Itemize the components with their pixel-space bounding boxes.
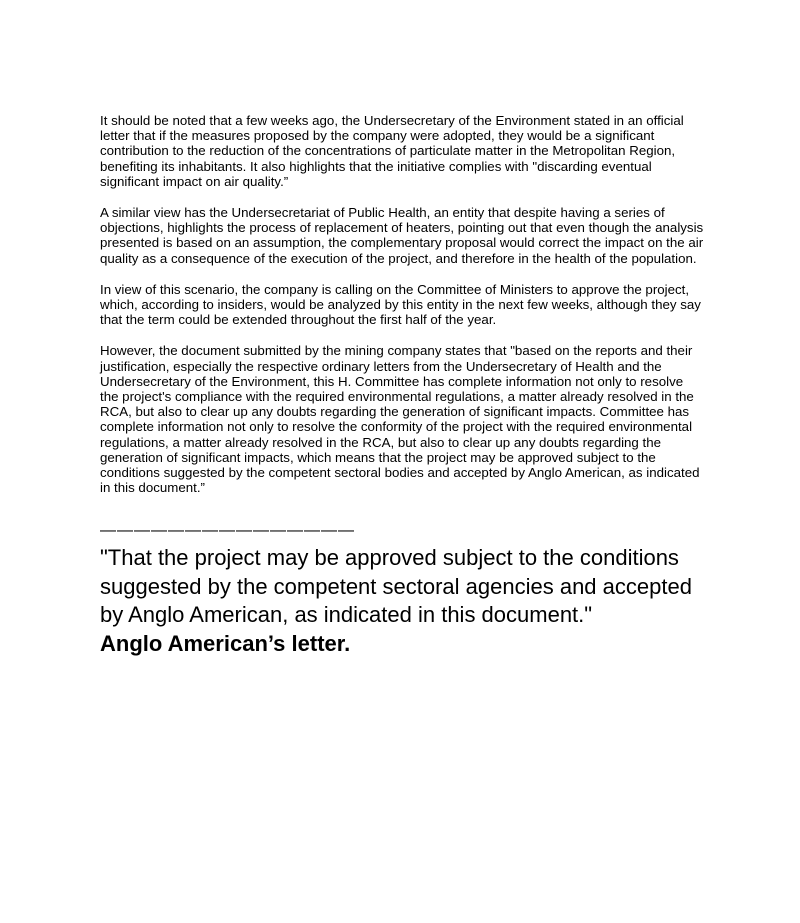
quote-source: Anglo American’s letter. [100, 630, 351, 656]
paragraph-mining-company-document: However, the document submitted by the mining company states that "based on the reports and their justification, especially the respective ordinary letters from the Undersecretary of Health and the Undersecretary of the Environment, this H. Committee has complete information not only to resolve the project's compliance with the required environmental regulations, a matter already resolved in the RCA, but also to clear up any doubts regarding the generation of significant impacts. Committee has complete information not only to resolve the conformity of the project with the required environmental regulations, a matter already resolved in the RCA, but also to clear up any doubts regarding the generation of significant impacts, which means that the project may be approved subject to the conditions suggested by the competent sectoral bodies and accepted by Anglo American, as indicated in this document.” [100, 343, 700, 496]
paragraph-undersecretary-environment: It should be noted that a few weeks ago, the Undersecretary of the Environment stated in an official letter that if the measures proposed by the company were adopted, they would be a significant contribution to the reduction of the concentrations of particulate matter in the Metropolitan Region, benefiting its inhabitants. It also highlights that the initiative complies with "discarding eventual significant impact on air quality.” [100, 113, 684, 189]
paragraph-public-health: A similar view has the Undersecretariat of Public Health, an entity that despite having a series of objections, highlights the process of replacement of heaters, pointing out that even though the analysis presented is based on an assumption, the complementary proposal would correct the impact on the air quality as a consequence of the execution of the project, and therefore in the health of the population. [100, 205, 704, 266]
pull-quote: "That the project may be approved subject to the conditions suggested by the competent sectoral agencies and accepted by Anglo American, as indicated in this document." [100, 545, 692, 628]
paragraph-committee-of-ministers: In view of this scenario, the company is calling on the Committee of Ministers to approve the project, which, according to insiders, would be analyzed by this entity in the next few weeks, although they say that the term could be extended throughout the first half of the year. [100, 281, 701, 328]
document-page [100, 113, 705, 658]
separator-line: ——————————————— [100, 522, 355, 540]
